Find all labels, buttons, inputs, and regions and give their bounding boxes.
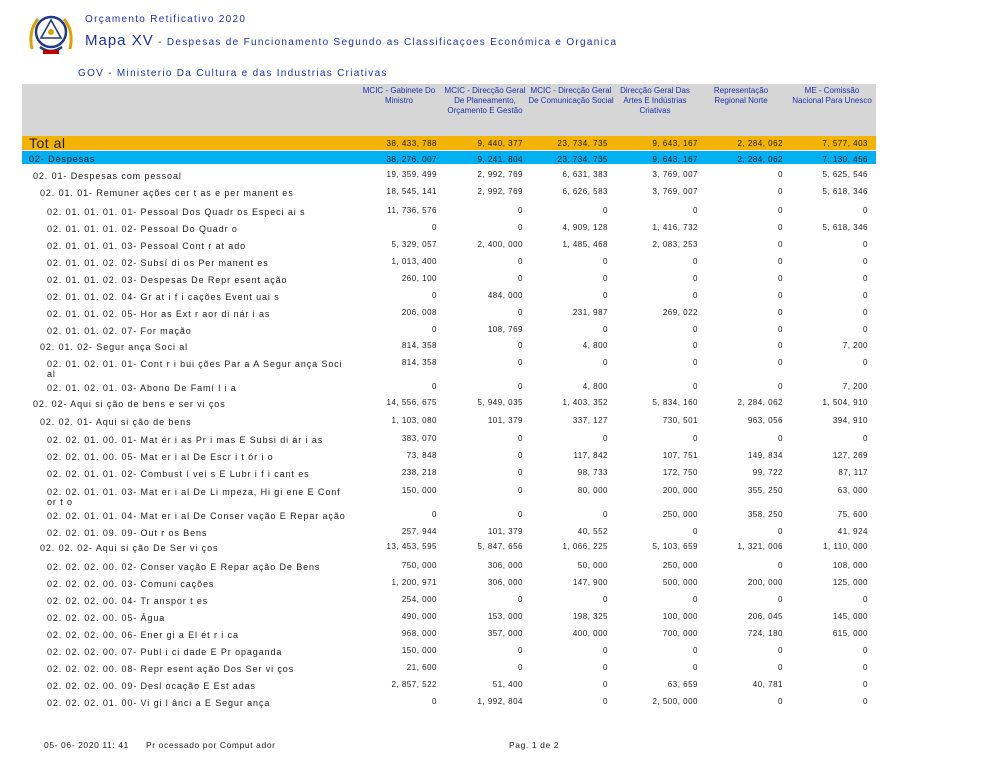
row-value: 2, 992, 769	[477, 170, 523, 179]
row-value: 0	[778, 646, 783, 655]
row-value: 0	[603, 358, 608, 367]
row-value: 0	[518, 663, 523, 672]
row-value: 0	[603, 510, 608, 519]
row-value: 206, 045	[747, 612, 783, 621]
row-value: 484, 000	[487, 291, 523, 300]
row-value: 0	[778, 257, 783, 266]
row-value: 0	[778, 274, 783, 283]
row-value: 0	[778, 697, 783, 706]
row-label: 02. 02. 01. 01. 02- Combust í vei s E Lubr i f i cant es	[47, 469, 310, 479]
row-value: 0	[778, 187, 783, 196]
row-value: 101, 379	[487, 527, 523, 536]
row-label: 02. 02. 02. 00. 07- Publ i ci dade E Pr opaganda	[47, 647, 283, 657]
row-value: 87, 117	[838, 468, 868, 477]
row-value: 254, 000	[401, 595, 437, 604]
row-value: 75, 600	[837, 510, 868, 519]
row-value: 0	[778, 561, 783, 570]
row-label: 02. 01. 01. 01. 03- Pessoal Cont r at ado	[47, 241, 247, 251]
row-value: 0	[603, 663, 608, 672]
row-value: 0	[863, 240, 868, 249]
row-value: 0	[778, 325, 783, 334]
row-value: 149, 834	[747, 451, 783, 460]
row-value: 0	[863, 663, 868, 672]
row-value: 394, 910	[832, 416, 868, 425]
row-value: 4, 909, 128	[562, 223, 608, 232]
row-value: 968, 000	[401, 629, 437, 638]
row-label: 02. 02. 02. 00. 08- Repr esent ação Dos Ser vi ços	[47, 664, 295, 674]
row-value: 0	[863, 680, 868, 689]
row-value: 21, 600	[406, 663, 437, 672]
row-value: 0	[863, 646, 868, 655]
row-value: 0	[518, 434, 523, 443]
row-value: 153, 000	[487, 612, 523, 621]
row-label: 02. 01. 01- Remuner ações cer t as e per manent es	[40, 188, 294, 198]
row-value: 73, 848	[406, 451, 437, 460]
row-value: 0	[603, 257, 608, 266]
row-value: 5, 618, 346	[822, 187, 868, 196]
row-value: 0	[432, 223, 437, 232]
row-value: 400, 000	[572, 629, 608, 638]
row-value: 0	[518, 382, 523, 391]
row-value: 2, 284, 062	[737, 139, 783, 148]
row-value: 11, 736, 576	[387, 206, 437, 215]
row-value: 0	[863, 274, 868, 283]
row-value: 0	[603, 434, 608, 443]
row-value: 231, 987	[572, 308, 608, 317]
row-value: 337, 127	[572, 416, 608, 425]
row-value: 13, 453, 595	[386, 542, 437, 551]
row-value: 5, 103, 659	[652, 542, 698, 551]
row-value: 19, 359, 499	[386, 170, 437, 179]
row-label: 02. 02. 01. 09. 09- Out r os Bens	[47, 528, 208, 538]
row-value: 6, 631, 383	[562, 170, 608, 179]
row-value: 269, 022	[662, 308, 698, 317]
row-label: 02. 02. 01. 01. 04- Mat er i al De Conser vação E Repar ação	[47, 511, 346, 521]
row-value: 5, 329, 057	[391, 240, 437, 249]
row-value: 0	[693, 434, 698, 443]
row-label: 02. 02. 02. 00. 09- Desl ocação E Est adas	[47, 681, 256, 691]
row-value: 0	[778, 240, 783, 249]
row-value: 0	[863, 206, 868, 215]
row-label: 02. 01. 01. 02. 04- Gr at i f i cações Event uai s	[47, 292, 280, 302]
row-value: 0	[432, 510, 437, 519]
row-value: 6, 626, 583	[562, 187, 608, 196]
row-value: 0	[693, 341, 698, 350]
coat-of-arms-logo	[26, 11, 76, 57]
row-value: 0	[863, 697, 868, 706]
row-value: 5, 949, 035	[477, 398, 523, 407]
row-value: 108, 000	[832, 561, 868, 570]
row-label: 02. 01- Despesas com pessoal	[33, 171, 182, 181]
row-value: 1, 485, 468	[562, 240, 608, 249]
row-value: 0	[603, 646, 608, 655]
row-value: 0	[693, 325, 698, 334]
row-value: 750, 000	[401, 561, 437, 570]
row-value: 260, 100	[401, 274, 437, 283]
row-value: 23, 734, 735	[557, 139, 608, 148]
row-label: 02. 01. 02- Segur ança Soci al	[40, 342, 189, 352]
row-value: 5, 625, 546	[822, 170, 868, 179]
row-value: 1, 992, 804	[477, 697, 523, 706]
row-value: 0	[778, 308, 783, 317]
row-value: 7, 130, 456	[822, 155, 868, 164]
row-label: 02. 01. 01. 02. 05- Hor as Ext r aor di nár i as	[47, 309, 271, 319]
row-label: 02. 02. 02. 00. 06- Ener gi a El ét r i ca	[47, 630, 239, 640]
row-value: 172, 750	[662, 468, 698, 477]
row-value: 18, 545, 141	[386, 187, 437, 196]
ministry-label: GOV - Ministerio Da Cultura e das Industrias Criativas	[78, 68, 388, 79]
row-value: 500, 000	[662, 578, 698, 587]
column-header: Representação Regional Norte	[713, 86, 769, 105]
row-value: 198, 325	[572, 612, 608, 621]
row-value: 0	[863, 358, 868, 367]
row-value: 355, 250	[747, 486, 783, 495]
row-label: 02. 02. 02. 01. 00- Vi gi l ânci a E Segur ança	[47, 698, 271, 708]
row-value: 0	[432, 382, 437, 391]
row-value: 0	[693, 382, 698, 391]
row-value: 0	[603, 325, 608, 334]
row-value: 23, 734, 735	[557, 155, 608, 164]
row-value: 0	[518, 451, 523, 460]
row-value: 3, 769, 007	[652, 170, 698, 179]
row-value: 0	[778, 206, 783, 215]
row-label: 02. 01. 01. 02. 02- Subsí di os Per manent es	[47, 258, 269, 268]
row-value: 0	[693, 646, 698, 655]
row-value: 0	[778, 358, 783, 367]
row-value: 1, 403, 352	[562, 398, 608, 407]
row-value: 2, 857, 522	[391, 680, 437, 689]
row-value: 238, 218	[401, 468, 437, 477]
row-value: 0	[693, 595, 698, 604]
row-value: 250, 000	[662, 561, 698, 570]
row-value: 100, 000	[662, 612, 698, 621]
row-value: 150, 000	[401, 486, 437, 495]
row-value: 40, 552	[577, 527, 608, 536]
row-value: 306, 000	[487, 578, 523, 587]
row-value: 51, 400	[492, 680, 523, 689]
row-value: 0	[778, 663, 783, 672]
row-value: 0	[778, 527, 783, 536]
row-value: 145, 000	[832, 612, 868, 621]
row-value: 2, 284, 062	[737, 398, 783, 407]
row-label: 02. 02. 02. 00. 03- Comuni cações	[47, 579, 215, 589]
row-value: 0	[518, 646, 523, 655]
row-value: 0	[432, 325, 437, 334]
row-value: 0	[518, 486, 523, 495]
row-value: 1, 066, 225	[562, 542, 608, 551]
row-label: 02. 02. 01. 00. 05- Mat er i al De Escr i t ór i o	[47, 452, 274, 462]
row-value: 0	[518, 223, 523, 232]
row-value: 0	[778, 223, 783, 232]
row-label: 02. 01. 01. 01. 02- Pessoal Do Quadr o	[47, 224, 238, 234]
row-value: 0	[518, 510, 523, 519]
row-value: 38, 276, 007	[386, 155, 437, 164]
row-value: 0	[863, 308, 868, 317]
row-value: 0	[603, 697, 608, 706]
row-value: 63, 659	[667, 680, 698, 689]
row-value: 9, 643, 167	[652, 155, 698, 164]
map-description: - Despesas de Funcionamento Segundo as Classificaçoes Económica e Organica	[158, 37, 618, 48]
row-label: Tot al	[29, 135, 66, 151]
row-label: 02. 02. 02. 00. 04- Tr anspor t es	[47, 596, 209, 606]
row-value: 147, 900	[572, 578, 608, 587]
row-value: 615, 000	[832, 629, 868, 638]
row-value: 99, 722	[752, 468, 783, 477]
row-value: 1, 200, 971	[391, 578, 437, 587]
row-value: 2, 083, 253	[652, 240, 698, 249]
map-title	[85, 32, 617, 50]
footer-processed: Pr ocessado por Comput ador	[146, 740, 276, 750]
row-label: 02. 01. 01. 01. 01- Pessoal Dos Quadr os Especi ai s	[47, 207, 306, 217]
row-value: 0	[432, 291, 437, 300]
row-value: 306, 000	[487, 561, 523, 570]
row-value: 0	[863, 325, 868, 334]
row-value: 5, 618, 346	[822, 223, 868, 232]
row-value: 357, 000	[487, 629, 523, 638]
row-value: 963, 056	[747, 416, 783, 425]
row-value: 63, 000	[837, 486, 868, 495]
row-value: 1, 013, 400	[391, 257, 437, 266]
row-value: 0	[693, 527, 698, 536]
column-header: MCIC - Direcção Geral De Comunicação Social	[528, 86, 614, 105]
row-value: 0	[603, 680, 608, 689]
row-value: 1, 416, 732	[652, 223, 698, 232]
row-value: 0	[778, 341, 783, 350]
row-value: 0	[863, 291, 868, 300]
row-label: 02. 02. 01. 00. 01- Mat ér i as Pr i mas E Subsi di ár i as	[47, 435, 324, 445]
row-value: 4, 800	[582, 341, 608, 350]
row-value: 700, 000	[662, 629, 698, 638]
row-value: 0	[518, 206, 523, 215]
row-value: 50, 000	[577, 561, 608, 570]
row-label: 02. 02. 02. 00. 05- Água	[47, 613, 166, 623]
row-value: 2, 284, 062	[737, 155, 783, 164]
row-label: 02. 02. 01. 01. 03- Mat er i al De Li mpeza, Hi gi ene E Conf or t o	[47, 487, 341, 507]
row-value: 0	[778, 434, 783, 443]
column-header: Direcção Geral Das Artes E Indústrias Criativas	[620, 86, 690, 115]
row-value: 3, 769, 007	[652, 187, 698, 196]
row-value: 0	[518, 274, 523, 283]
row-value: 0	[693, 206, 698, 215]
row-value: 7, 577, 403	[822, 139, 868, 148]
row-value: 107, 751	[662, 451, 698, 460]
row-value: 0	[778, 595, 783, 604]
row-value: 0	[863, 595, 868, 604]
row-value: 0	[603, 274, 608, 283]
row-value: 117, 842	[573, 451, 608, 460]
row-label: 02. 02. 02. 00. 02- Conser vação E Repar ação De Bens	[47, 562, 321, 572]
row-value: 5, 834, 160	[652, 398, 698, 407]
map-number: Mapa XV	[85, 32, 154, 49]
row-value: 0	[693, 291, 698, 300]
column-header: MCIC - Gabinete Do Ministro	[362, 86, 436, 105]
budget-title: Orçamento Retificativo 2020	[85, 14, 247, 25]
row-label: 02. 02- Aqui si ção de bens e ser vi ços	[33, 399, 226, 409]
row-value: 1, 504, 910	[822, 398, 868, 407]
row-value: 0	[863, 257, 868, 266]
row-value: 814, 358	[401, 358, 437, 367]
row-label: 02. 01. 02. 01. 01- Cont r i bui ções Par a A Segur ança Soci al	[47, 359, 343, 379]
row-value: 40, 781	[752, 680, 783, 689]
row-value: 0	[693, 663, 698, 672]
row-value: 0	[432, 697, 437, 706]
row-value: 1, 321, 006	[737, 542, 783, 551]
row-value: 0	[603, 595, 608, 604]
row-value: 0	[778, 170, 783, 179]
row-value: 2, 400, 000	[477, 240, 523, 249]
row-value: 7, 200	[842, 382, 868, 391]
row-value: 0	[518, 308, 523, 317]
column-header: MCIC - Direcção Geral De Planeamento, Orçamento E Gestão	[444, 86, 526, 115]
row-value: 38, 433, 788	[386, 139, 437, 148]
row-label: 02. 02. 01- Aqui si ção de bens	[40, 417, 192, 427]
row-value: 1, 103, 080	[391, 416, 437, 425]
row-value: 0	[693, 274, 698, 283]
row-value: 150, 000	[401, 646, 437, 655]
row-label: 02. 01. 01. 02. 03- Despesas De Repr esent ação	[47, 275, 288, 285]
row-value: 0	[518, 341, 523, 350]
row-value: 0	[518, 595, 523, 604]
row-value: 0	[863, 434, 868, 443]
row-value: 9, 440, 377	[477, 139, 523, 148]
row-value: 0	[518, 358, 523, 367]
row-label: 02. 01. 01. 02. 07- For mação	[47, 326, 192, 336]
footer-page: Pag. 1 de 2	[509, 740, 560, 750]
row-value: 0	[603, 291, 608, 300]
row-value: 206, 008	[401, 308, 437, 317]
row-value: 127, 269	[832, 451, 868, 460]
row-value: 724, 180	[747, 629, 783, 638]
row-value: 814, 358	[401, 341, 437, 350]
row-value: 9, 241, 804	[477, 155, 523, 164]
row-value: 108, 769	[487, 325, 523, 334]
row-value: 730, 501	[662, 416, 698, 425]
row-value: 358, 250	[747, 510, 783, 519]
row-value: 5, 847, 656	[477, 542, 523, 551]
row-value: 98, 733	[577, 468, 608, 477]
row-value: 200, 000	[662, 486, 698, 495]
row-value: 257, 944	[401, 527, 437, 536]
row-value: 0	[603, 206, 608, 215]
row-value: 1, 110, 000	[823, 542, 868, 551]
row-value: 383, 070	[401, 434, 437, 443]
row-value: 4, 800	[582, 382, 608, 391]
row-value: 2, 992, 769	[477, 187, 523, 196]
row-value: 0	[693, 257, 698, 266]
row-value: 101, 379	[487, 416, 523, 425]
row-value: 0	[778, 382, 783, 391]
row-value: 2, 500, 000	[652, 697, 698, 706]
row-value: 7, 200	[842, 341, 868, 350]
row-value: 490, 000	[401, 612, 437, 621]
row-value: 200, 000	[747, 578, 783, 587]
row-label: 02- Despesas	[29, 154, 96, 164]
row-value: 125, 000	[832, 578, 868, 587]
row-label: 02. 02. 02- Aqui si ção De Ser vi ços	[40, 543, 219, 553]
row-value: 0	[693, 358, 698, 367]
footer-datetime: 05- 06- 2020 11: 41	[44, 740, 129, 750]
row-value: 0	[778, 291, 783, 300]
row-value: 14, 556, 675	[386, 398, 437, 407]
column-header: ME - Comissão Nacional Para Unesco	[792, 86, 872, 105]
row-value: 9, 643, 167	[652, 139, 698, 148]
row-value: 41, 924	[837, 527, 868, 536]
row-value: 0	[518, 468, 523, 477]
row-value: 0	[518, 257, 523, 266]
row-value: 80, 000	[577, 486, 608, 495]
row-label: 02. 01. 02. 01. 03- Abono De Famí l i a	[47, 383, 237, 393]
row-value: 250, 000	[662, 510, 698, 519]
